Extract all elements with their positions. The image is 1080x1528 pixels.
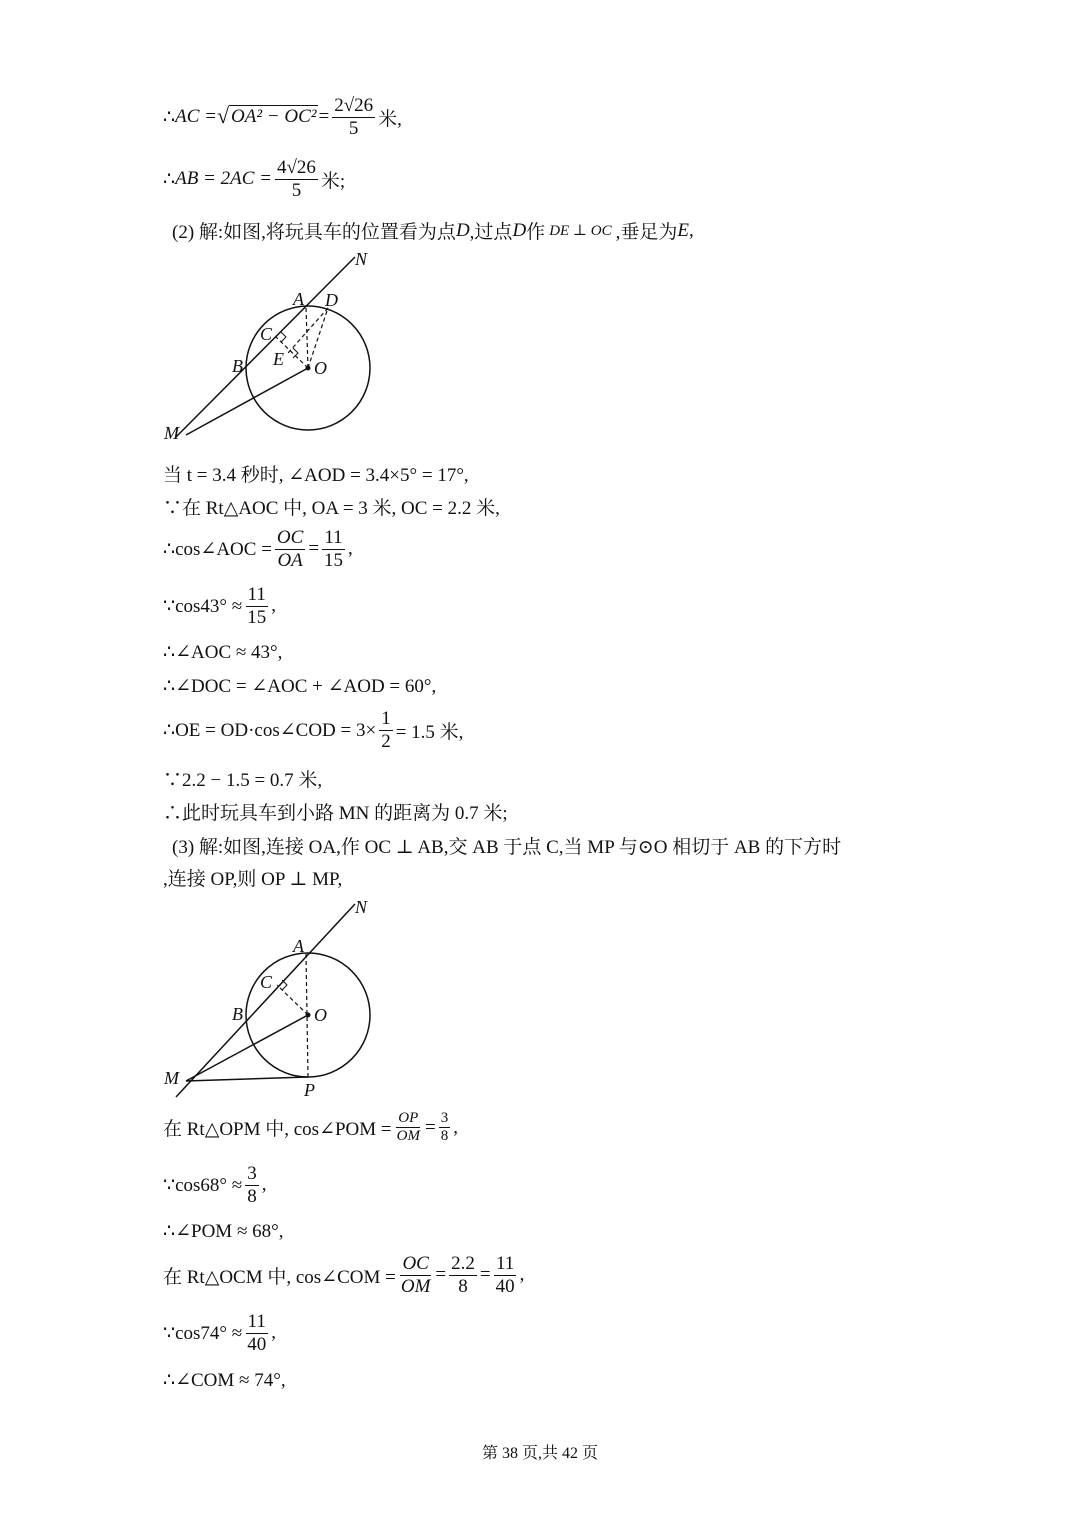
line-cos68	[163, 1163, 266, 1208]
text-segment: 作	[526, 222, 546, 243]
variable: D	[455, 219, 470, 241]
line-rt-aoc	[163, 493, 500, 520]
text: ,	[348, 538, 353, 560]
line-rt-opm	[163, 1110, 458, 1146]
denominator: 8	[458, 1275, 468, 1297]
segment-oa	[306, 307, 308, 368]
text: = 1.5 米,	[395, 721, 464, 743]
fraction	[379, 708, 393, 753]
fraction	[275, 527, 305, 572]
text: ∵cos68° ≈	[163, 1174, 243, 1196]
text-segment: ,过点	[469, 222, 513, 243]
fraction	[399, 1253, 433, 1298]
text: ∵cos74° ≈	[163, 1322, 243, 1344]
fraction	[245, 1311, 268, 1356]
radicand: OA² − OC²	[231, 106, 317, 128]
line-cos74	[163, 1311, 276, 1356]
label-o: O	[314, 358, 327, 378]
label-p: P	[304, 1080, 315, 1100]
numerator: OP	[396, 1110, 420, 1128]
text: ∴此时玩具车到小路 MN 的距离为 0.7 米;	[163, 803, 508, 824]
numerator: 11	[247, 584, 266, 605]
unit-suffix: 米,	[378, 108, 402, 130]
point-o	[306, 366, 311, 371]
text: ,连接 OP,则 OP ⊥ MP,	[163, 869, 343, 890]
label-m: M	[164, 1068, 179, 1088]
geometry-figure-1	[150, 245, 410, 450]
equals: =	[424, 1116, 436, 1138]
denominator: 2	[381, 730, 391, 752]
text: (3) 解:如图,连接 OA,作 OC ⊥ AB,交 AB 于点 C,当 MP 与⊙O 相切于 AB 的下方时	[172, 837, 842, 858]
line-cos-aoc	[163, 527, 353, 572]
fraction	[245, 1163, 259, 1208]
line-com	[163, 1369, 286, 1392]
fraction	[332, 95, 375, 140]
denominator: 15	[324, 549, 344, 571]
label-b: B	[232, 356, 243, 376]
page-footer: 第 38 页,共 42 页	[481, 1445, 598, 1462]
label-a: A	[293, 289, 304, 309]
denominator: 40	[247, 1333, 267, 1355]
radical-sign: √	[216, 103, 230, 129]
label-c: C	[260, 324, 273, 344]
numerator: 1	[381, 708, 391, 729]
equation-lhs: AB = 2AC =	[175, 168, 272, 190]
line-aoc-43	[163, 641, 282, 664]
fraction	[449, 1253, 477, 1298]
perpendicular-notation: DE ⊥ OC	[549, 223, 612, 239]
line-cos43	[163, 584, 276, 629]
part3-intro	[172, 832, 841, 859]
therefore-symbol: ∴	[163, 106, 176, 128]
denominator: 15	[247, 606, 267, 628]
text: ∵cos43° ≈	[163, 595, 243, 617]
right-angle-c	[281, 332, 286, 342]
numerator: 2√26	[334, 95, 374, 116]
segment-mp	[186, 1077, 308, 1081]
numerator: OC	[276, 527, 304, 548]
text: ∴∠POM ≈ 68°,	[163, 1221, 284, 1242]
part2-intro	[172, 217, 694, 244]
denominator: 5	[348, 117, 359, 139]
line-mn	[176, 257, 355, 437]
line-pom	[163, 1220, 283, 1243]
label-m: M	[164, 423, 179, 443]
text-segment: (2) 解:如图,将玩具车的位置看为点	[172, 222, 456, 243]
fraction	[395, 1110, 422, 1146]
text: 当 t = 3.4 秒时, ∠AOD = 3.4×5° = 17°,	[163, 465, 469, 486]
text: ∵在 Rt△AOC 中, OA = 3 米, OC = 2.2 米,	[163, 498, 500, 519]
denominator: OM	[400, 1275, 431, 1297]
equals: =	[308, 538, 320, 560]
label-n: N	[355, 897, 368, 917]
fraction	[494, 1253, 517, 1298]
text: ∴∠AOC ≈ 43°,	[163, 642, 283, 663]
therefore-symbol: ∴	[163, 168, 176, 190]
numerator: 2.2	[451, 1253, 475, 1274]
text: ∴∠COM ≈ 74°,	[163, 1370, 286, 1391]
equation-ab	[163, 157, 345, 202]
text: ,	[261, 1174, 267, 1196]
numerator: 11	[495, 1253, 515, 1274]
label-d: D	[325, 290, 338, 310]
equation-lhs: AC =	[175, 106, 217, 128]
fraction	[245, 584, 268, 629]
numerator: OC	[402, 1253, 429, 1274]
numerator: 3	[247, 1163, 257, 1184]
denominator: OA	[277, 549, 303, 571]
line-doc	[163, 675, 436, 698]
text: ,	[271, 595, 276, 617]
text: ∴OE = OD·cos∠COD = 3×	[163, 719, 377, 741]
unit-suffix: 米;	[320, 170, 346, 192]
segment-oc	[277, 985, 308, 1015]
label-a: A	[293, 936, 304, 956]
text: ∵2.2 − 1.5 = 0.7 米,	[163, 770, 323, 791]
fraction	[322, 527, 345, 572]
variable: E	[677, 219, 690, 241]
line-oe	[163, 708, 463, 753]
fraction	[275, 157, 318, 202]
denominator: 8	[247, 1185, 257, 1207]
point-o	[306, 1013, 311, 1018]
denominator: OM	[396, 1128, 420, 1145]
numerator: 3	[439, 1110, 451, 1128]
line-rt-ocm	[163, 1253, 524, 1298]
denominator: 40	[495, 1275, 515, 1297]
equals: =	[435, 1264, 447, 1286]
denominator: 8	[440, 1128, 449, 1145]
square-root	[217, 105, 319, 129]
text: 在 Rt△OCM 中, cos∠COM =	[163, 1266, 396, 1288]
text: ,	[519, 1264, 525, 1286]
label-n: N	[355, 249, 368, 269]
numerator: 11	[324, 527, 343, 548]
denominator: 5	[291, 179, 302, 201]
segment-de	[288, 308, 328, 353]
text: ∴∠DOC = ∠AOC + ∠AOD = 60°,	[163, 676, 437, 697]
text-segment: ,垂足为	[615, 222, 678, 243]
equation-ac	[163, 95, 402, 140]
text: ∴cos∠AOC =	[163, 538, 272, 560]
numerator: 11	[247, 1311, 266, 1332]
numerator: 4√26	[276, 157, 316, 178]
line-time	[163, 460, 469, 487]
equals: =	[479, 1264, 491, 1286]
variable: D	[512, 219, 527, 241]
text: ,	[453, 1116, 458, 1138]
fraction	[439, 1110, 451, 1146]
part3-intro-cont	[163, 864, 342, 891]
label-b: B	[232, 1004, 243, 1024]
text-segment: ,	[689, 219, 694, 241]
label-c: C	[260, 972, 273, 992]
line-diff	[163, 765, 322, 792]
text: 在 Rt△OPM 中, cos∠POM =	[163, 1119, 392, 1141]
label-e: E	[273, 349, 284, 369]
text: ,	[271, 1322, 276, 1344]
line-mn	[176, 904, 355, 1097]
equals: =	[318, 106, 330, 128]
label-o: O	[314, 1005, 327, 1025]
line-distance	[163, 798, 508, 825]
geometry-figure-2	[150, 892, 410, 1102]
